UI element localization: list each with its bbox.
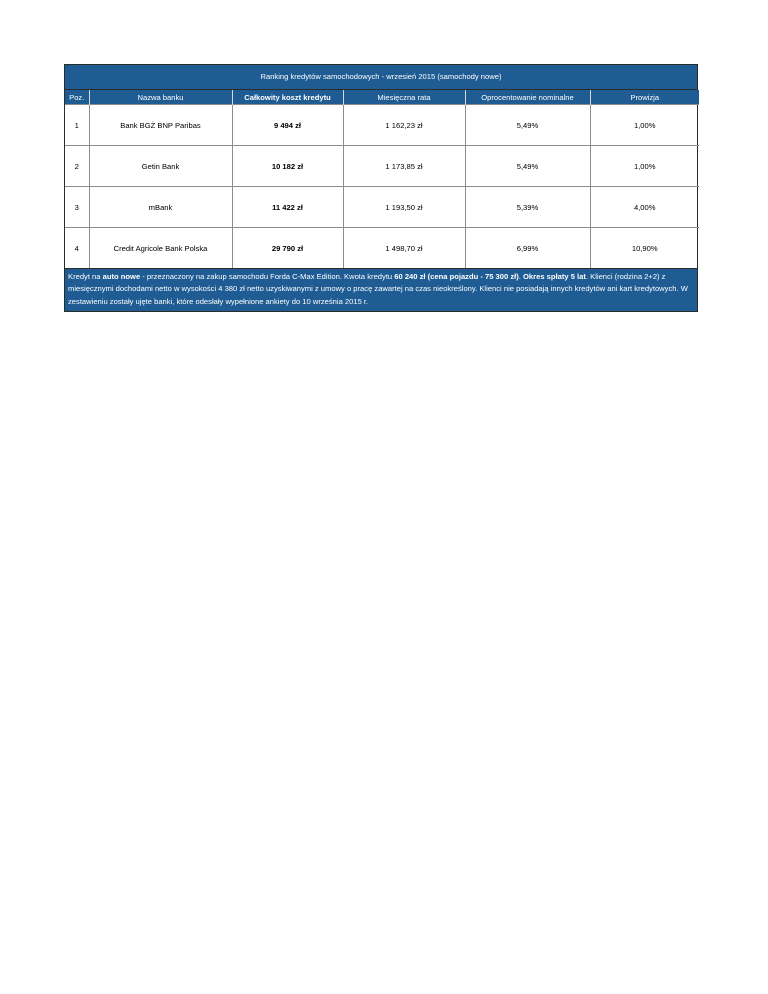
footnote [65, 268, 697, 311]
cell-nominal-rate: 6,99% [465, 228, 590, 269]
col-header-bank-name: Nazwa banku [89, 90, 232, 105]
cell-nominal-rate: 5,49% [465, 105, 590, 146]
footnote-text: . Klienci (rodzina 2+2) z miesięcznymi dochodami netto w wysokości 4 380 zł netto uzyskiwanymi z umowy o pracę zawartej na czas nieokreślony. Klienci nie posiadają innych kredytów ani kart kredytowych. W zestawieniu zostały ujęte banki, które odesłały wypełnione ankiety do 10 września 2015 r. [68, 272, 688, 306]
cell-position: 3 [65, 187, 89, 228]
footnote-text: . [518, 272, 524, 281]
cell-monthly-installment: 1 173,85 zł [343, 146, 465, 187]
footnote-text: Kredyt na [68, 272, 103, 281]
cell-nominal-rate: 5,39% [465, 187, 590, 228]
header-row [65, 90, 699, 105]
cell-total-cost: 11 422 zł [232, 187, 343, 228]
cell-total-cost: 9 494 zł [232, 105, 343, 146]
footnote-bold-repayment-period: Okres spłaty 5 lat [523, 272, 586, 281]
cell-monthly-installment: 1 498,70 zł [343, 228, 465, 269]
cell-commission: 4,00% [590, 187, 699, 228]
cell-monthly-installment: 1 162,23 zł [343, 105, 465, 146]
cell-monthly-installment: 1 193,50 zł [343, 187, 465, 228]
footnote-bold-car-type: auto nowe [102, 272, 141, 281]
cell-position: 4 [65, 228, 89, 269]
footnote-text: - przeznaczony na zakup samochodu Forda C-Max Edition. Kwota kredytu [140, 272, 395, 281]
col-header-position: Poz. [65, 90, 89, 105]
table-title: Ranking kredytów samochodowych - wrzesień 2015 (samochody nowe) [65, 65, 697, 90]
col-header-commission: Prowizja [590, 90, 699, 105]
col-header-monthly-installment: Miesięczna rata [343, 90, 465, 105]
cell-bank-name: Bank BGŻ BNP Paribas [89, 105, 232, 146]
cell-position: 1 [65, 105, 89, 146]
footnote-bold-loan-amount: 60 240 zł (cena pojazdu - 75 300 zł) [394, 272, 519, 281]
ranking-table-container [64, 64, 698, 312]
col-header-total-cost: Całkowity koszt kredytu [232, 90, 343, 105]
cell-total-cost: 29 790 zł [232, 228, 343, 269]
table-row [65, 105, 699, 146]
cell-commission: 1,00% [590, 146, 699, 187]
cell-bank-name: Getin Bank [89, 146, 232, 187]
table-row [65, 228, 699, 269]
ranking-table [65, 90, 699, 268]
cell-commission: 10,90% [590, 228, 699, 269]
cell-commission: 1,00% [590, 105, 699, 146]
cell-total-cost: 10 182 zł [232, 146, 343, 187]
col-header-nominal-rate: Oprocentowanie nominalne [465, 90, 590, 105]
cell-nominal-rate: 5,49% [465, 146, 590, 187]
table-row [65, 187, 699, 228]
cell-bank-name: Credit Agricole Bank Polska [89, 228, 232, 269]
table-row [65, 146, 699, 187]
cell-bank-name: mBank [89, 187, 232, 228]
cell-position: 2 [65, 146, 89, 187]
